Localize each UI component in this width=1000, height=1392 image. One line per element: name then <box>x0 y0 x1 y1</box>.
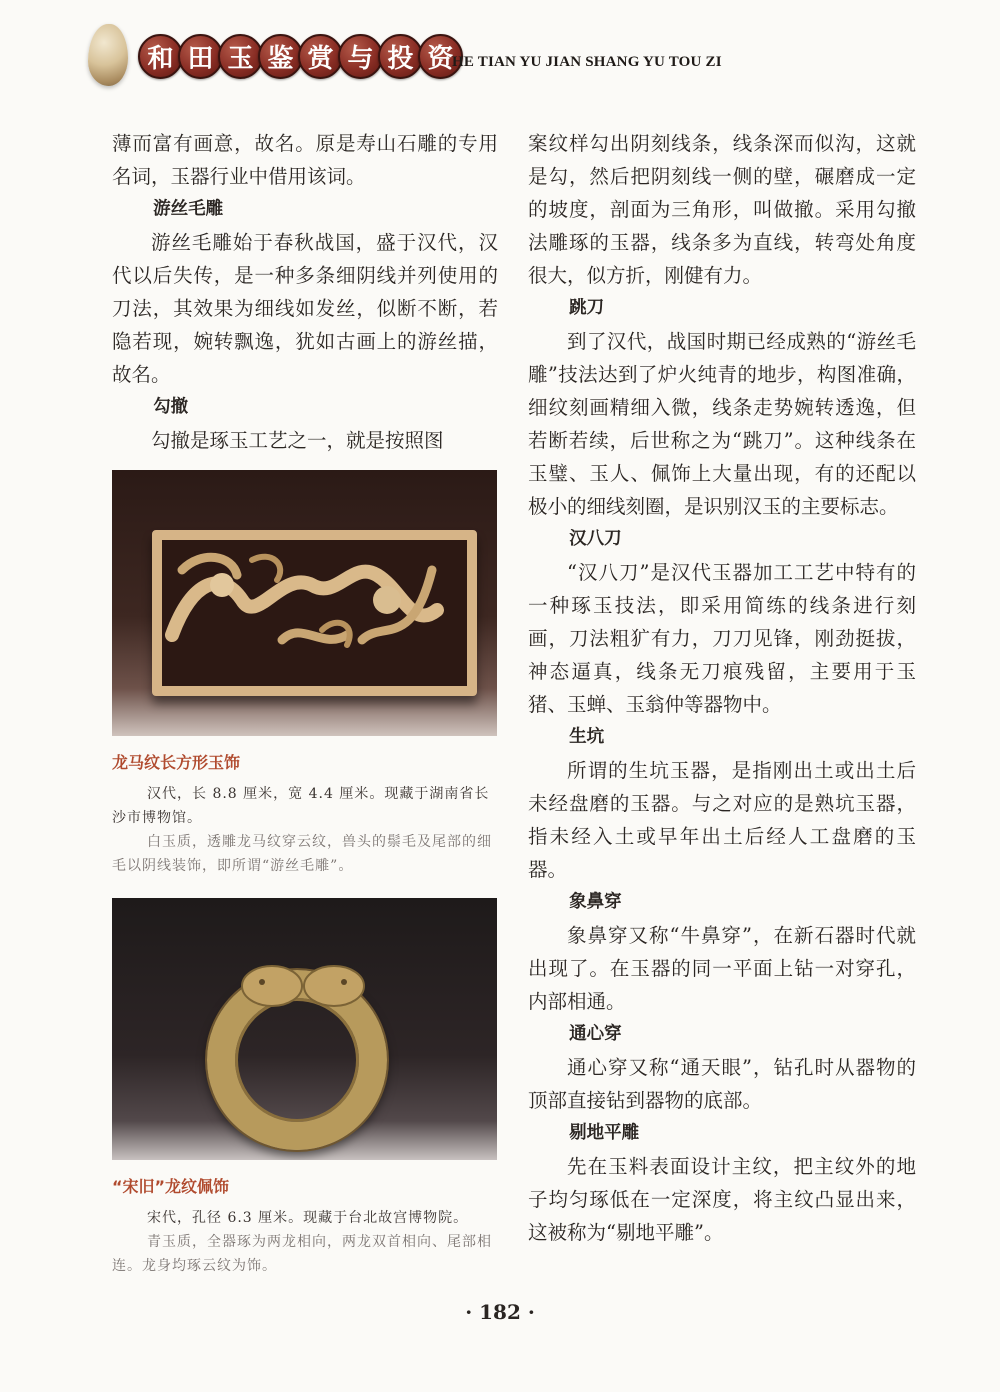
section-heading: 通心穿 <box>569 1024 622 1044</box>
section-heading: 勾撤 <box>153 397 189 417</box>
section-heading: 剔地平雕 <box>569 1123 640 1143</box>
page-number: · 182 · <box>465 1300 535 1324</box>
paragraph: 通心穿又称“通天眼”，钻孔时从器物的顶部直接钻到器物的底部。 <box>528 1056 916 1112</box>
right-column <box>528 127 916 1249</box>
jade-plaque-photo <box>112 470 497 736</box>
figure-caption-desc: 青玉质，全器琢为两龙相向，两龙双首相向、尾部相连。龙身均琢云纹为饰。 <box>112 1234 492 1274</box>
paragraph: 所谓的生坑玉器，是指刚出土或出土后未经盘磨的玉器。与之对应的是熟坑玉器，指未经入土或早年出土后经人工盘磨的玉器。 <box>528 759 916 881</box>
figure-caption-title: “宋旧”龙纹佩饰 <box>112 1177 230 1196</box>
section-heading: 跳刀 <box>569 298 605 318</box>
title-char: 投 <box>378 34 423 79</box>
jade-pendant-photo <box>112 898 497 1160</box>
paragraph: 勾撤是琢玉工艺之一，就是按照图 <box>151 429 444 452</box>
page-header <box>0 0 1000 110</box>
paragraph: 薄而富有画意，故名。原是寿山石雕的专用名词，玉器行业中借用该词。 <box>112 132 498 188</box>
title-char: 赏 <box>298 34 343 79</box>
book-title <box>138 34 458 79</box>
figure-caption-desc: 白玉质，透雕龙马纹穿云纹，兽头的鬃毛及尾部的细毛以阴线装饰，即所谓“游丝毛雕”。 <box>112 834 492 874</box>
section-heading: 游丝毛雕 <box>153 199 224 219</box>
title-char: 与 <box>338 34 383 79</box>
dragon-horse-carving-icon <box>162 540 447 666</box>
figure-caption-desc: 宋代，孔径 6.3 厘米。现藏于台北故宫博物院。 <box>147 1210 469 1226</box>
title-char: 资 <box>418 34 463 79</box>
title-char: 和 <box>138 34 183 79</box>
book-title-pinyin: HE TIAN YU JIAN SHANG YU TOU ZI <box>452 54 722 70</box>
section-heading: 生坑 <box>569 727 605 747</box>
paragraph: 游丝毛雕始于春秋战国，盛于汉代，汉代以后失传，是一种多条细阴线并列使用的刀法，其效果为细线如发丝，似断不断，若隐若现，婉转飘逸，犹如古画上的游丝描，故名。 <box>112 231 498 386</box>
title-char: 鉴 <box>258 34 303 79</box>
title-char: 田 <box>178 34 223 79</box>
paragraph: “汉八刀”是汉代玉器加工工艺中特有的一种琢玉技法，即采用简练的线条进行刻画，刀法粗犷有力，刀刀见锋，刚劲挺拔，神态逼真，线条无刀痕残留，主要用于玉猪、玉蝉、玉翁仲等器物中。 <box>528 561 916 716</box>
paragraph: 到了汉代，战国时期已经成熟的“游丝毛雕”技法达到了炉火纯青的地步，构图准确，细纹刻画精细入微，线条走势婉转透逸，但若断若续，后世称之为“跳刀”。这种线条在玉璧、玉人、佩饰上大量出现，有的还配以极小的细线刻圈，是识别汉玉的主要标志。 <box>528 330 916 518</box>
figure-caption-desc: 汉代，长 8.8 厘米，宽 4.4 厘米。现藏于湖南省长沙市博物馆。 <box>112 786 490 826</box>
left-column <box>112 127 498 457</box>
paragraph: 案纹样勾出阴刻线条，线条深而似沟，这就是勾，然后把阴刻线一侧的壁，碾磨成一定的坡度，剖面为三角形，叫做撤。采用勾撤法雕琢的玉器，线条多为直线，转弯处角度很大，似方折，刚健有力。 <box>528 132 916 287</box>
section-heading: 汉八刀 <box>569 529 622 549</box>
jade-pendant-logo-icon <box>88 24 128 86</box>
dragon-heads-icon <box>112 898 497 1160</box>
openwork-jade-plaque-icon <box>152 530 477 696</box>
title-char: 玉 <box>218 34 263 79</box>
paragraph: 先在玉料表面设计主纹，把主纹外的地子均匀琢低在一定深度，将主纹凸显出来，这被称为“剔地平雕”。 <box>528 1155 916 1244</box>
section-heading: 象鼻穿 <box>569 892 622 912</box>
figure-dragon-pendant <box>112 898 497 1278</box>
figure-dragon-horse-plaque <box>112 470 497 878</box>
paragraph: 象鼻穿又称“牛鼻穿”，在新石器时代就出现了。在玉器的同一平面上钻一对穿孔，内部相通。 <box>528 924 916 1013</box>
figure-caption-title: 龙马纹长方形玉饰 <box>112 753 241 772</box>
